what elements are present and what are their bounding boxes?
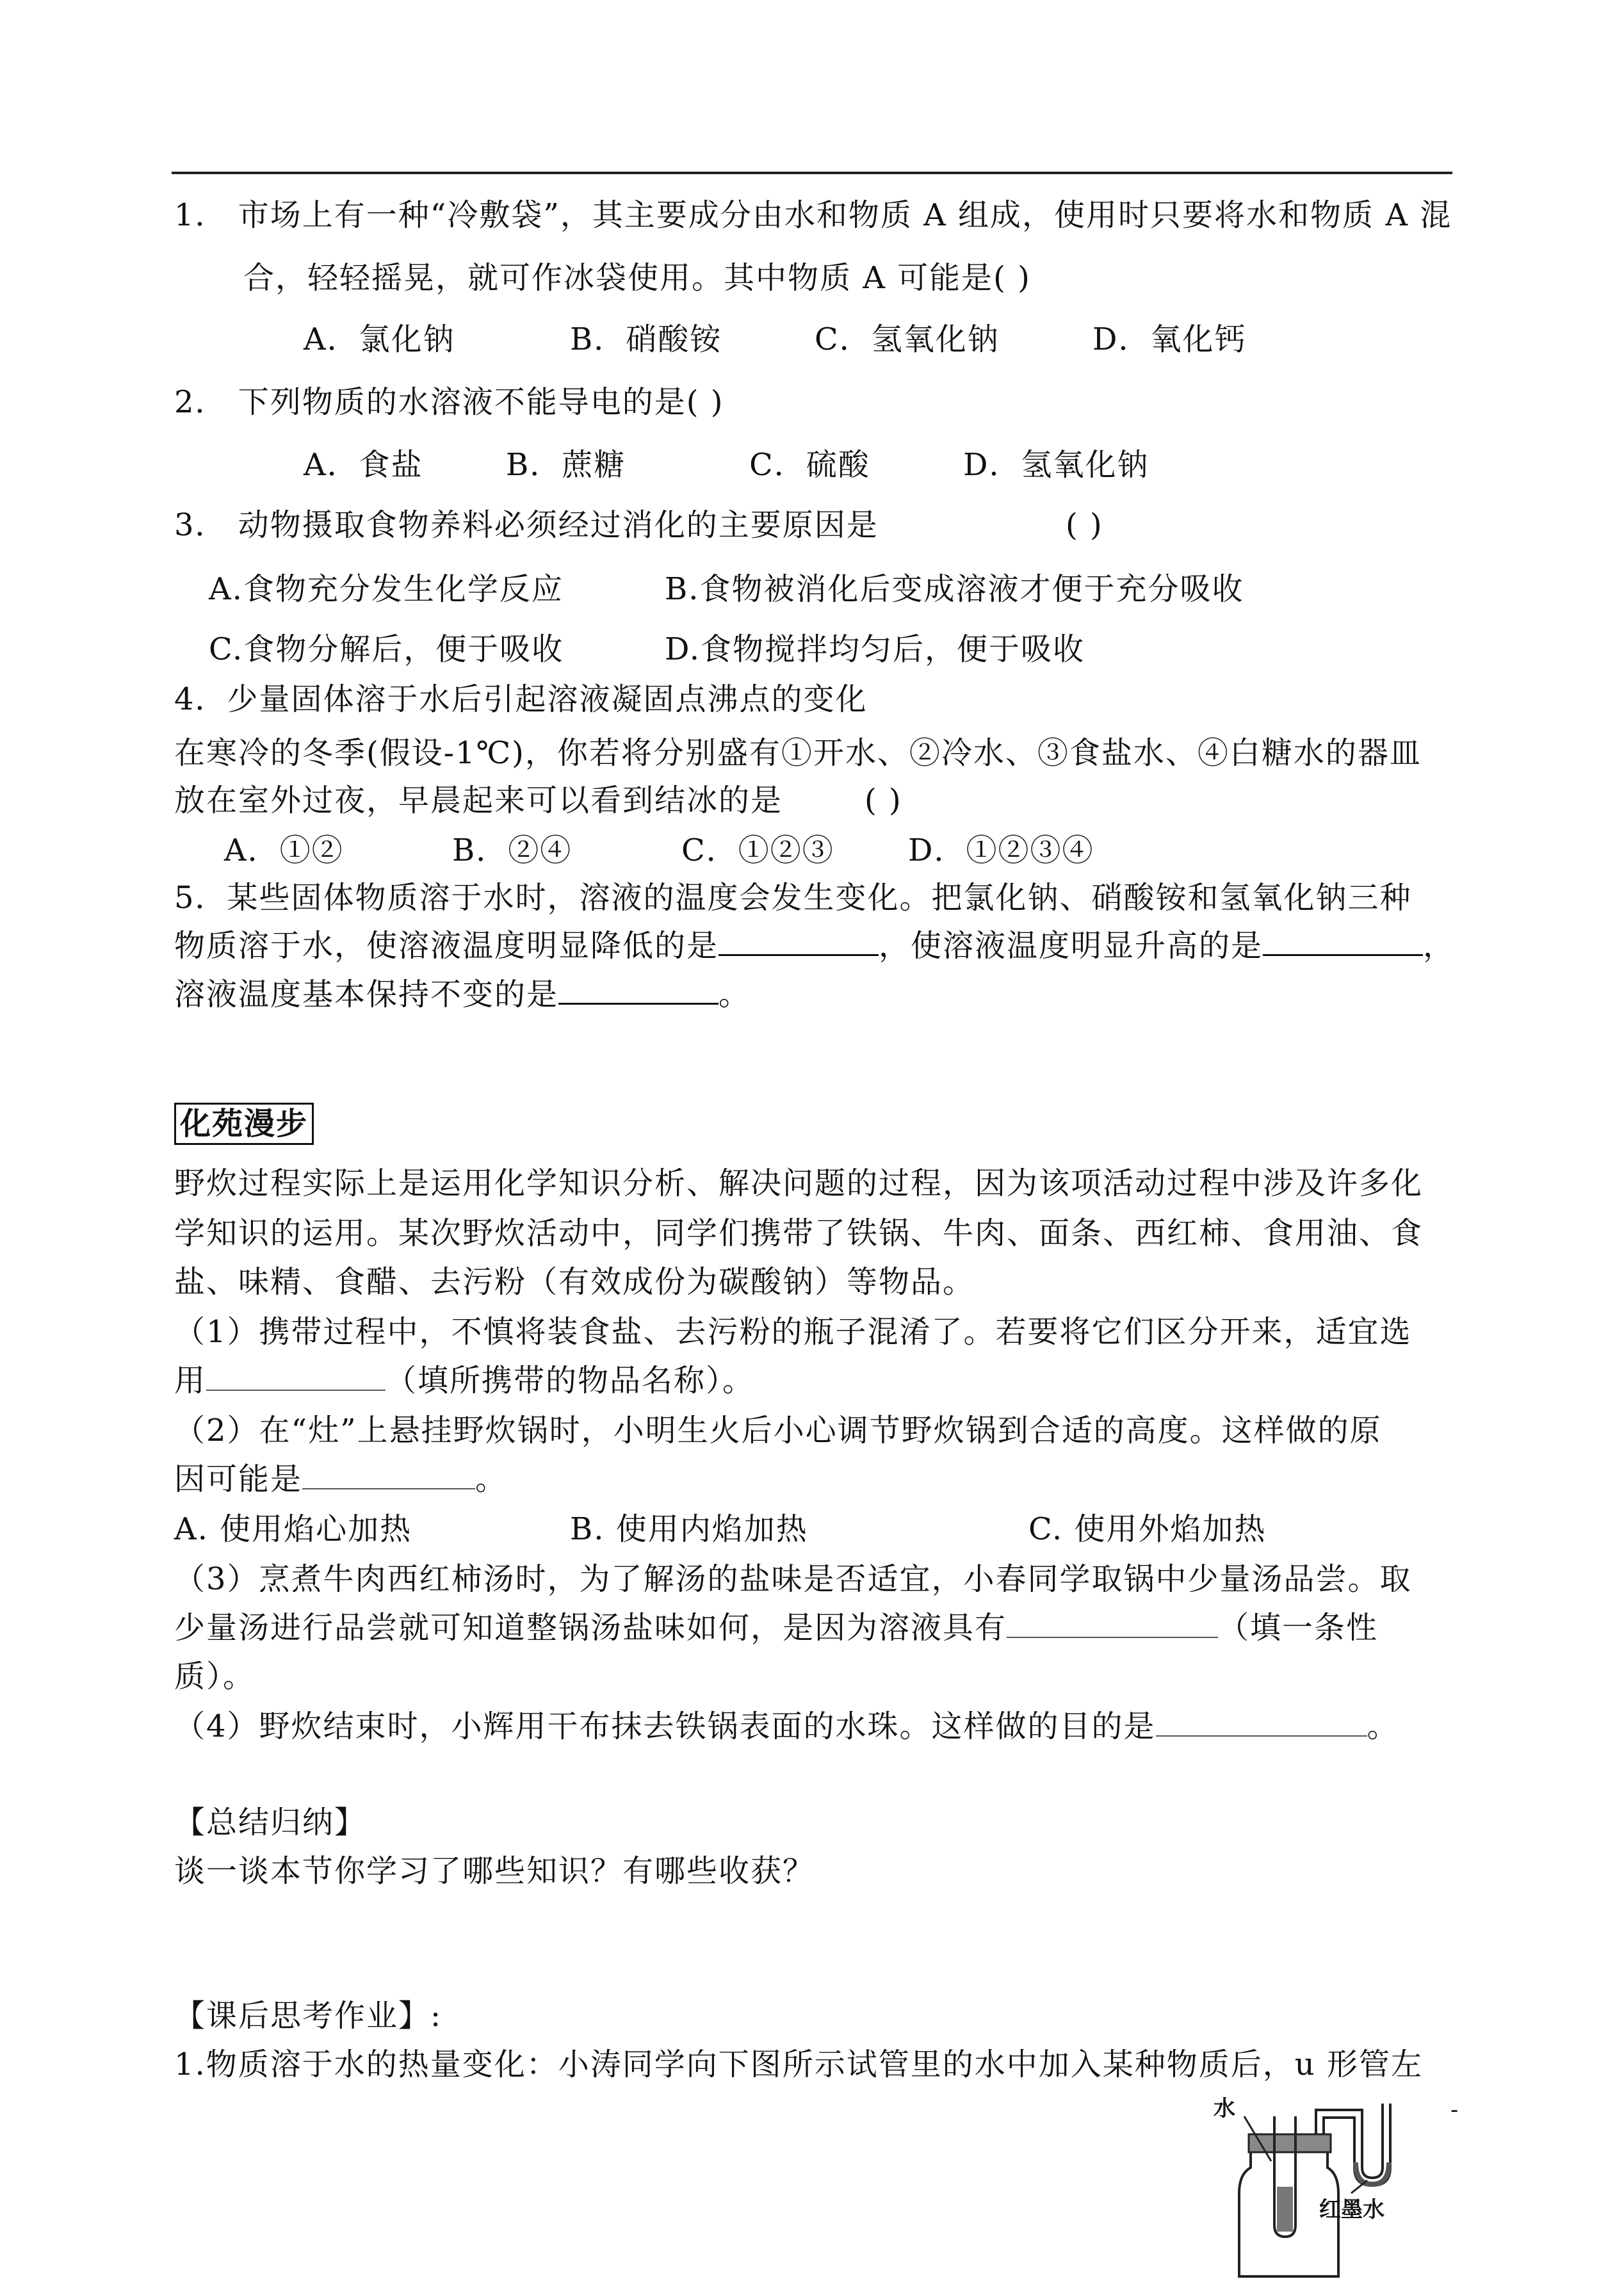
q4-option-c: C．①②③ (681, 832, 834, 868)
homework-q1: 1.物质溶于水的热量变化：小涛同学向下图所示试管里的水中加入某种物质后，u 形管左 (174, 2047, 1423, 2082)
sub4-text-b: 。 (1367, 1708, 1399, 1744)
sub2-text-b: 。 (475, 1461, 508, 1497)
q3-option-d: D.食物搅拌均匀后，便于吸收 (665, 631, 1085, 667)
sub1-line1: （1）携带过程中，不慎将装食盐、去污粉的瓶子混淆了。若要将它们区分开来，适宜选 (174, 1314, 1412, 1350)
sub2-option-a: A. 使用焰心加热 (174, 1511, 412, 1547)
section-title-line (174, 1103, 314, 1145)
flask-u-tube-diagram (1214, 2091, 1482, 2283)
q5-line2-text-a: 物质溶于水，使溶液温度明显降低的是 (174, 928, 719, 964)
sub2-line1: （2）在“灶”上悬挂野炊锅时，小明生火后小心调节野炊锅到合适的高度。这样做的原 (174, 1413, 1382, 1448)
homework-heading: 【课后思考作业】: (174, 1998, 443, 2034)
q4-option-b: B．②④ (452, 832, 572, 868)
q1-option-a: A．氯化钠 (304, 321, 455, 357)
q5-line3 (174, 975, 751, 1014)
q3-answer-paren: ( ) (1066, 507, 1103, 543)
sub1-text-a: 用 (174, 1363, 207, 1399)
q2-option-c: C．硫酸 (749, 447, 870, 483)
q5-blank-heating[interactable] (1263, 926, 1423, 956)
q2-option-b: B．蔗糖 (506, 447, 626, 483)
sub1-text-b: （填所携带的物品名称）。 (386, 1363, 755, 1399)
sub2-blank[interactable] (302, 1460, 475, 1489)
q4-option-a: A．①② (224, 832, 344, 868)
q3-option-a: A.食物充分发生化学反应 (209, 571, 564, 607)
apparatus-figure (1214, 2091, 1482, 2283)
q5-line2-text-c: ， (1423, 928, 1456, 964)
figure-dash: - (1450, 2097, 1459, 2123)
q5-line3-text-b: 。 (719, 977, 751, 1012)
q4-option-d: D．①②③④ (908, 832, 1094, 868)
q2-stem: 2． 下列物质的水溶液不能导电的是( ) (174, 384, 724, 420)
sub2-line2 (174, 1460, 507, 1498)
sub4-line (174, 1707, 1399, 1746)
sub2-text-a: 因可能是 (174, 1461, 303, 1497)
q2-option-a: A．食盐 (304, 447, 423, 483)
q4-title: 4．少量固体溶于水后引起溶液凝固点沸点的变化 (174, 681, 868, 717)
sub4-text-a: （4）野炊结束时，小辉用干布抹去铁锅表面的水珠。这样做的目的是 (174, 1708, 1156, 1744)
q5-blank-cooling[interactable] (719, 926, 879, 956)
q5-line2-text-b: ，使溶液温度明显升高的是 (879, 928, 1263, 964)
q4-answer-paren: ( ) (865, 783, 902, 818)
q2-option-d: D．氢氧化钠 (963, 447, 1149, 483)
section-paragraph-line3: 盐、味精、食醋、去污粉（有效成份为碳酸钠）等物品。 (174, 1264, 975, 1300)
sub3-text-a: 少量汤进行品尝就可知道整锅汤盐味如何，是因为溶液具有 (174, 1610, 1007, 1646)
q1-line2: 合，轻轻摇晃，就可作冰袋使用。其中物质 A 可能是( ) (243, 260, 1031, 296)
q1-option-b: B．硝酸铵 (570, 321, 722, 357)
sub3-line2 (174, 1609, 1378, 1647)
q1-option-c: C．氢氧化钠 (815, 321, 1000, 357)
label-water: 水 (1214, 2096, 1235, 2121)
sub4-blank[interactable] (1156, 1707, 1367, 1737)
sub3-blank[interactable] (1007, 1609, 1218, 1638)
q4-line1: 在寒冷的冬季(假设-1℃)，你若将分别盛有①开水、②冷水、③食盐水、④白糖水的器皿 (174, 735, 1422, 771)
section-paragraph-line2: 学知识的运用。某次野炊活动中，同学们携带了铁锅、牛肉、面条、西红柿、食用油、食 (174, 1215, 1424, 1251)
q3-option-b: B.食物被消化后变成溶液才便于充分吸收 (665, 571, 1244, 607)
header-rule (172, 172, 1452, 174)
sub3-line3: 质）。 (174, 1658, 256, 1694)
sub2-option-c: C. 使用外焰加热 (1028, 1511, 1267, 1547)
sub3-text-b: （填一条性 (1218, 1610, 1379, 1646)
sub1-blank[interactable] (206, 1361, 386, 1391)
q3-stem: 3． 动物摄取食物养料必须经过消化的主要原因是 (174, 507, 879, 543)
q5-line1: 5．某些固体物质溶于水时，溶液的温度会发生变化。把氯化钠、硝酸铵和氢氧化钠三种 (174, 880, 1412, 916)
summary-heading: 【总结归纳】 (174, 1804, 367, 1840)
q4-line2: 放在室外过夜，早晨起来可以看到结冰的是 (174, 783, 783, 818)
sub1-line2 (174, 1361, 754, 1400)
sub2-option-b: B. 使用内焰加热 (570, 1511, 808, 1547)
label-red-ink: 红墨水 (1319, 2197, 1384, 2223)
q1-line1: 1． 市场上有一种“冷敷袋”，其主要成分由水和物质 A 组成，使用时只要将水和物质 A 混 (174, 197, 1452, 233)
q3-option-c: C.食物分解后，便于吸收 (209, 631, 564, 667)
q5-blank-unchanged[interactable] (558, 975, 719, 1005)
section-paragraph-line1: 野炊过程实际上是运用化学知识分析、解决问题的过程，因为该项活动过程中涉及许多化 (174, 1165, 1424, 1201)
q1-option-d: D．氧化钙 (1092, 321, 1247, 357)
q5-line2 (174, 926, 1455, 965)
sub3-line1: （3）烹煮牛肉西红柿汤时，为了解汤的盐味是否适宜，小春同学取锅中少量汤品尝。取 (174, 1561, 1412, 1597)
summary-text: 谈一谈本节你学习了哪些知识？有哪些收获？ (174, 1853, 815, 1889)
section-title: 化苑漫步 (174, 1103, 314, 1145)
q5-line3-text-a: 溶液温度基本保持不变的是 (174, 977, 559, 1012)
